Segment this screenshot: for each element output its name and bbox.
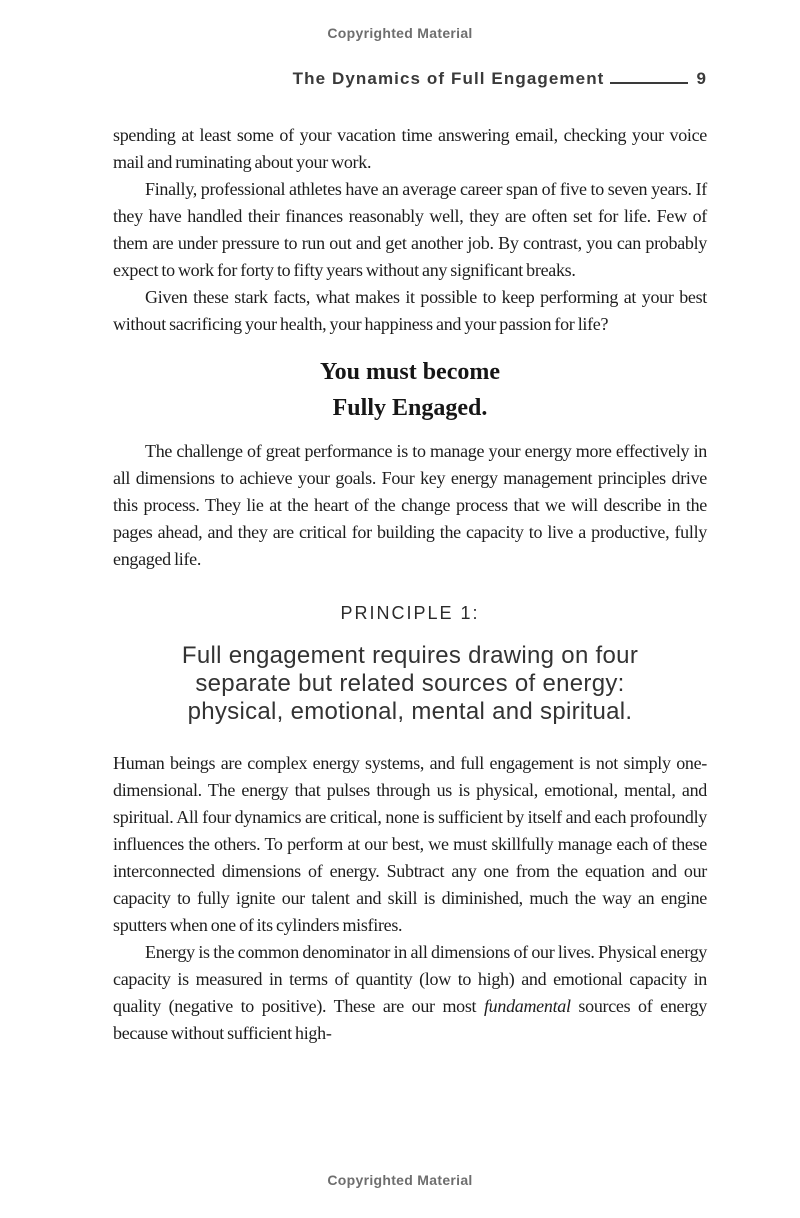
page-body xyxy=(113,122,707,1047)
principle-line: separate but related sources of energy: xyxy=(195,670,625,697)
callout-heading xyxy=(113,354,707,426)
paragraph: spending at least some of your vacation time answering email, checking your voice mail and ruminating about your work. xyxy=(113,125,707,172)
header-rule-divider xyxy=(610,82,688,84)
copyright-notice-bottom: Copyrighted Material xyxy=(327,1172,473,1188)
principle-label: PRINCIPLE 1: xyxy=(340,603,480,623)
running-head-title: The Dynamics of Full Engagement xyxy=(292,69,605,88)
principle-statement xyxy=(113,642,707,726)
paragraph: The challenge of great performance is to manage your energy more effectively in all dimensions to achieve your goals. Four key energy management principles drive this process. They lie at the heart of the change process that we will describe in the pages ahead, and they are critical for building the capacity to live a productive, fully engaged life. xyxy=(113,441,707,569)
running-header xyxy=(113,69,707,89)
callout-line: You must become xyxy=(320,359,500,385)
paragraph: Energy is the common denominator in all dimensions of our lives. Physical energy capacity is measured in terms of quantity (low to high) and emotional capacity in quality (negative to positive). These are our most fundamental sources of energy because without sufficient high- xyxy=(113,942,707,1043)
content-blocks xyxy=(113,122,707,1047)
copyright-notice-top: Copyrighted Material xyxy=(327,25,473,41)
callout-line: Fully Engaged. xyxy=(332,395,488,421)
paragraph: Finally, professional athletes have an average career span of five to seven years. If they have handled their finances reasonably well, they are often set for life. Few of them are under pressure to run out and get another job. By contrast, you can probably expect to work for forty to fifty years without any significant breaks. xyxy=(113,179,707,280)
paragraph: Given these stark facts, what makes it possible to keep performing at your best without sacrificing your health, your happiness and your passion for life? xyxy=(113,287,707,334)
paragraph: Human beings are complex energy systems, and full engagement is not simply one-dimensional. The energy that pulses through us is physical, emotional, mental, and spiritual. All four dynamics are critical, none is sufficient by itself and each profoundly influences the others. To perform at our best, we must skillfully manage each of these interconnected dimensions of energy. Subtract any one from the equation and our capacity to fully ignite our talent and skill is diminished, much the way an engine sputters when one of its cylinders misfires. xyxy=(113,753,707,935)
principle-line: physical, emotional, mental and spiritual. xyxy=(187,698,633,725)
principle-line: Full engagement requires drawing on four xyxy=(181,642,639,669)
page-number: 9 xyxy=(696,69,707,88)
